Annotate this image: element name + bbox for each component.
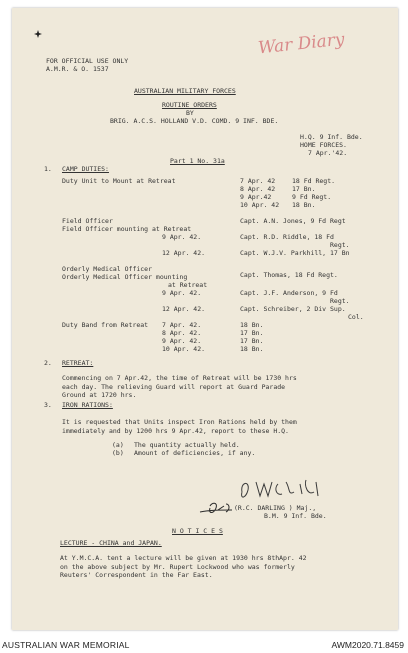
officer-name: Capt. A.N. Jones, 9 Fd Regt — [240, 217, 346, 225]
section-heading: IRON RATIONS: — [62, 401, 113, 409]
medical-officer-label: Orderly Medical Officer — [62, 265, 153, 273]
officer-name: Col. — [348, 313, 364, 321]
place-line: HOME FORCES. — [300, 141, 347, 149]
band-date: 10 Apr. 42. — [162, 345, 206, 353]
hq-line: H.Q. 9 Inf. Bde. — [300, 133, 363, 141]
officer-name: Capt. J.F. Anderson, 9 Fd — [240, 289, 338, 297]
band-date: 9 Apr. 42. — [162, 337, 202, 345]
officer-date: 9 Apr. 42. — [162, 233, 202, 241]
document-title: ROUTINE ORDERS — [162, 101, 217, 109]
archive-id: AWM2020.71.8459 — [331, 640, 404, 650]
war-diary-stamp: War Diary — [257, 29, 346, 59]
list-key: (b) — [112, 449, 124, 457]
author-line: BRIG. A.C.S. HOLLAND V.D. COMD. 9 INF. BDE. — [110, 117, 279, 125]
band-date: 7 Apr. 42. — [162, 321, 202, 329]
officer-name: Capt. R.D. Riddle, 18 Fd — [240, 233, 334, 241]
reference-number: A.M.R. & O. 1537 — [46, 65, 109, 73]
list-item: The quantity actually held. — [134, 441, 240, 449]
duty-date: 7 Apr. 42 — [240, 177, 276, 185]
duty-unit: 9 Fd Regt. — [292, 193, 332, 201]
field-officer-label: Field Officer mounting at Retreat — [62, 225, 192, 233]
duty-unit: 18 Fd Regt. — [292, 177, 336, 185]
duty-date: 9 Apr.42 — [240, 193, 272, 201]
officer-name: Capt. Schreiber, 2 Div Sup. — [240, 305, 346, 313]
band-unit: 18 Bn. — [240, 321, 264, 329]
officer-name: Regt. — [330, 241, 350, 249]
duty-unit: 18 Bn. — [292, 201, 316, 209]
officer-date: 12 Apr. 42. — [162, 249, 206, 257]
band-unit: 17 Bn. — [240, 329, 264, 337]
section-heading: CAMP DUTIES: — [62, 165, 109, 173]
officer-date: 9 Apr. 42. — [162, 289, 202, 297]
hole-punch-mark — [34, 30, 42, 38]
handwritten-signature — [190, 470, 330, 532]
lecture-heading: LECTURE - CHINA and JAPAN. — [60, 539, 162, 547]
archive-footer — [0, 634, 408, 653]
list-key: (a) — [112, 441, 124, 449]
section-number: 3. — [44, 401, 52, 409]
lecture-paragraph: At Y.M.C.A. tent a lecture will be given at 1930 hrs 8thApr. 42 on the above subject by Mr. Rupert Lockwood who was formerly Reuters' Correspondent in the Far East. — [60, 554, 307, 579]
duty-date: 10 Apr. 42 — [240, 201, 280, 209]
band-unit: 17 Bn. — [240, 337, 264, 345]
part-number: Part 1 No. 31a — [170, 157, 225, 165]
band-date: 8 Apr. 42. — [162, 329, 202, 337]
band-unit: 18 Bn. — [240, 345, 264, 353]
notices-heading: N O T I C E S — [172, 527, 223, 535]
retreat-paragraph: Commencing on 7 Apr.42, the time of Retreat will be 1730 hrs each day. The relieving Guard will report at Guard Parade Ground at 1720 hrs. — [62, 374, 297, 399]
duty-date: 8 Apr. 42 — [240, 185, 276, 193]
section-number: 2. — [44, 359, 52, 367]
officer-name: Capt. Thomas, 18 Fd Regt. — [240, 271, 338, 279]
document-date: 7 Apr.'42. — [308, 149, 348, 157]
list-item: Amount of deficiencies, if any. — [134, 449, 256, 457]
by-label: BY — [186, 109, 194, 117]
signature-title: B.M. 9 Inf. Bde. — [264, 512, 327, 520]
duty-unit: 17 Bn. — [292, 185, 316, 193]
iron-rations-paragraph: It is requested that Units inspect Iron Rations held by them immediately and by 1200 hrs 9 Apr.42, report to these H.Q. — [62, 418, 297, 435]
security-marking: FOR OFFICIAL USE ONLY — [46, 57, 129, 65]
archive-name: AUSTRALIAN WAR MEMORIAL — [2, 640, 130, 650]
medical-officer-label: Orderly Medical Officer mounting — [62, 273, 188, 281]
field-officer-label: Field Officer — [62, 217, 113, 225]
signature-name: (R.C. DARLING ) Maj., — [234, 504, 317, 512]
org-heading: AUSTRALIAN MILITARY FORCES — [134, 87, 236, 95]
medical-officer-label: at Retreat — [168, 281, 208, 289]
document-page — [12, 8, 398, 630]
duty-band-label: Duty Band from Retreat — [62, 321, 149, 329]
section-number: 1. — [44, 165, 52, 173]
section-heading: RETREAT: — [62, 359, 94, 367]
officer-name: Regt. — [330, 297, 350, 305]
duty-unit-label: Duty Unit to Mount at Retreat — [62, 177, 176, 185]
officer-date: 12 Apr. 42. — [162, 305, 206, 313]
officer-name: Capt. W.J.V. Parkhill, 17 Bn — [240, 249, 350, 257]
